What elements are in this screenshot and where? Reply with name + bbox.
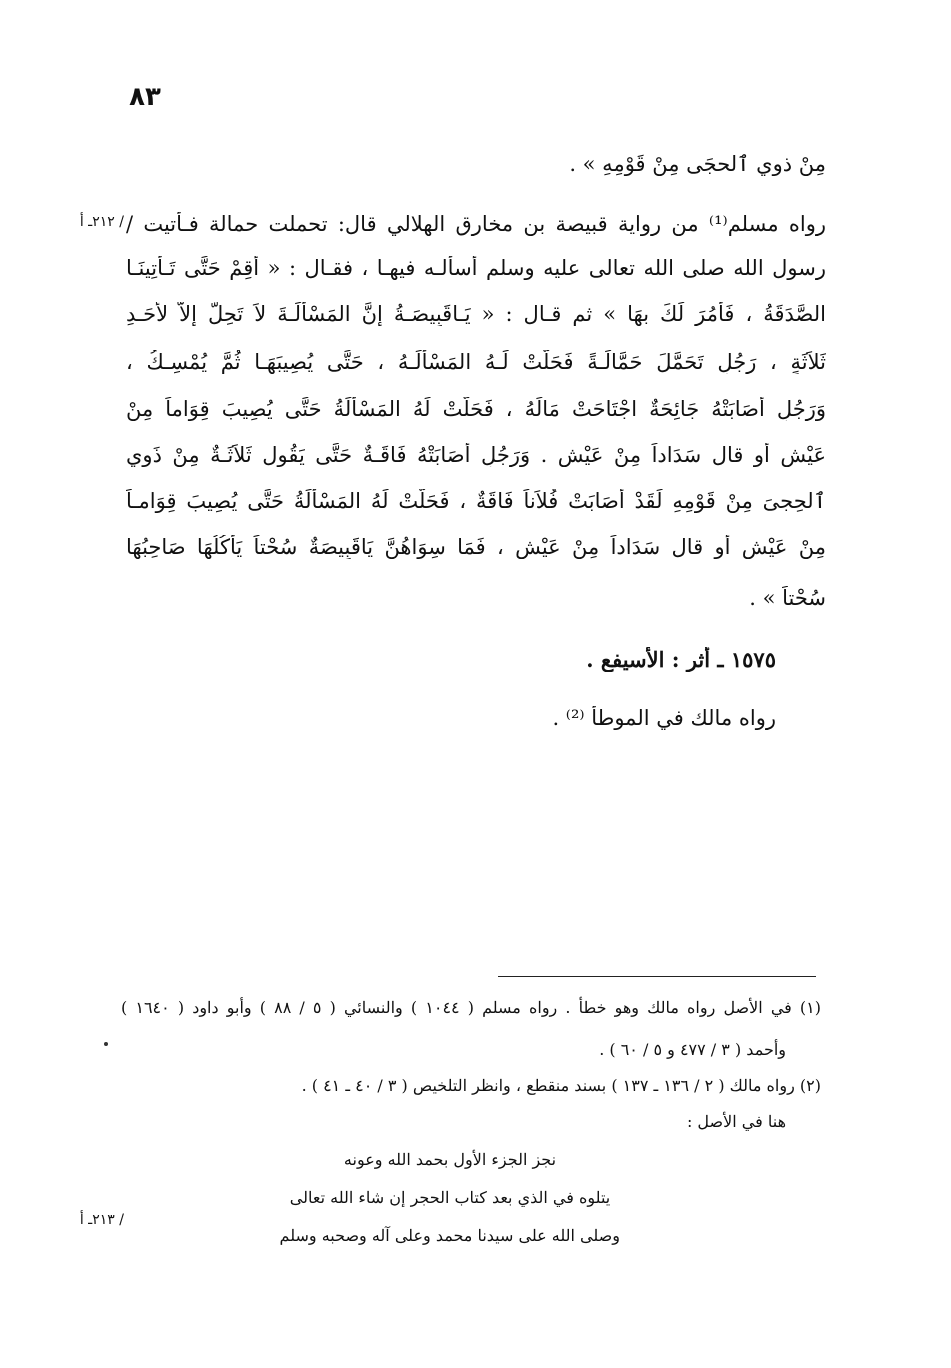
body-line: مِنْ ذوي ٱلحجَى مِنْ قَوْمِهِ » .: [569, 152, 826, 176]
body-line: ٱلحِجىَ مِنْ قَوْمِهِ لَقَدْ أَصَابَتْ فُلاَناً فَاقَةٌ ، فَحَلَّتْ لَهُ المَسْأَلَةُ حَتَّى يُصِيبَ قِوَامـاً: [126, 489, 826, 513]
footnote-line: وأحمد ( ٣ / ٤٧٧ و ٥ / ٦٠ ) .: [599, 1040, 786, 1059]
colophon-line: نجز الجزء الأول بحمد الله وعونه: [343, 1150, 557, 1169]
scan-speck: [104, 1042, 108, 1046]
page-number: ٨٣: [129, 82, 161, 112]
footnote-line: هنا في الأصل :: [686, 1112, 786, 1131]
body-line: ثَلاَثَةٍ ، رَجُلٍ تَحَمَّلَ حَمَّالَـةً فَحَلَّتْ لَـهُ المَسْأَلَـهُ ، حَتَّى يُصِيبَهَـا ثُمَّ يُمْسِـكُ ،: [126, 350, 826, 374]
footnote-divider: [498, 976, 816, 977]
footnote-line: (٢) رواه مالك ( ٢ / ١٣٦ ـ ١٣٧ ) بسند منقطع ، وانظر التلخيص ( ٣ / ٤٠ ـ ٤١ ) .: [301, 1076, 821, 1095]
footnote-line: (١) في الأصل رواه مالك وهو خطأ . رواه مسلم ( ١٠٤٤ ) والنسائي ( ٥ / ٨٨ ) وأبو داود ( ١٦٤٠ ): [121, 998, 822, 1017]
body-line: رواه مسلم⁽¹⁾ من رواية قبيصة بن مخارق الهلالي قال: تحملت حمالة فـأتيت /: [126, 212, 826, 236]
colophon-line: يتلوه في الذي بعد كتاب الحجر إن شاء الله تعالى: [289, 1188, 611, 1207]
body-line: سُحْتاً » .: [749, 586, 826, 610]
body-line: عَيْشٍ أو قال سَدَاداً مِنْ عَيْشٍ . وَرَجُلٍ أَصَابَتْهُ فَاقَـةٌ حَتَّى يَقُول ثَلاَثَـةٌ مِنْ ذَوِي: [126, 443, 826, 467]
body-line: مِنْ عَيْشٍ أو قال سَدَاداً مِنْ عَيْشٍ ، فَمَا سِوَاهُنَّ يَاقَبِيصَةٌ سُحْتاً يَأْكُلُهَا صَاحِبُهَا: [126, 535, 826, 559]
body-line: رسول الله صلى الله تعالى عليه وسلم أسألـه فيهـا ، فقـال : « أَقِمْ حَتَّى تَـأْتِينَـا: [126, 256, 826, 280]
margin-folio-note: / ٢١٣ـ أ: [79, 1212, 124, 1228]
entry-source: رواه مالك في الموطأ ⁽²⁾ .: [552, 706, 776, 730]
body-line: وَرَجُلٍ أَصَابَتْهُ جَائِحَةٌ اجْتَاحَتْ مَالَهُ ، فَحَلَّتْ لَهُ المَسْأَلَةُ حَتَّى يُصِيبَ قِوَاماً مِنْ: [126, 397, 826, 421]
body-line: الصَّدَقَةُ ، فَأْمُرَ لَكَ بهَا » ثم قـال : « يَـاقَبِيصَـةُ إِنَّ المَسْأَلَـةَ لاَ تَحِلُّ إِلاَّ لأحَـدِ: [126, 302, 826, 326]
colophon-line: وصلى الله على سيدنا محمد وعلى آله وصحبه وسلم: [279, 1226, 620, 1245]
entry-heading: ١٥٧٥ ـ أثر : الأسيفع .: [586, 647, 776, 672]
margin-folio-note: / ٢١٢ـ أ: [79, 214, 124, 230]
